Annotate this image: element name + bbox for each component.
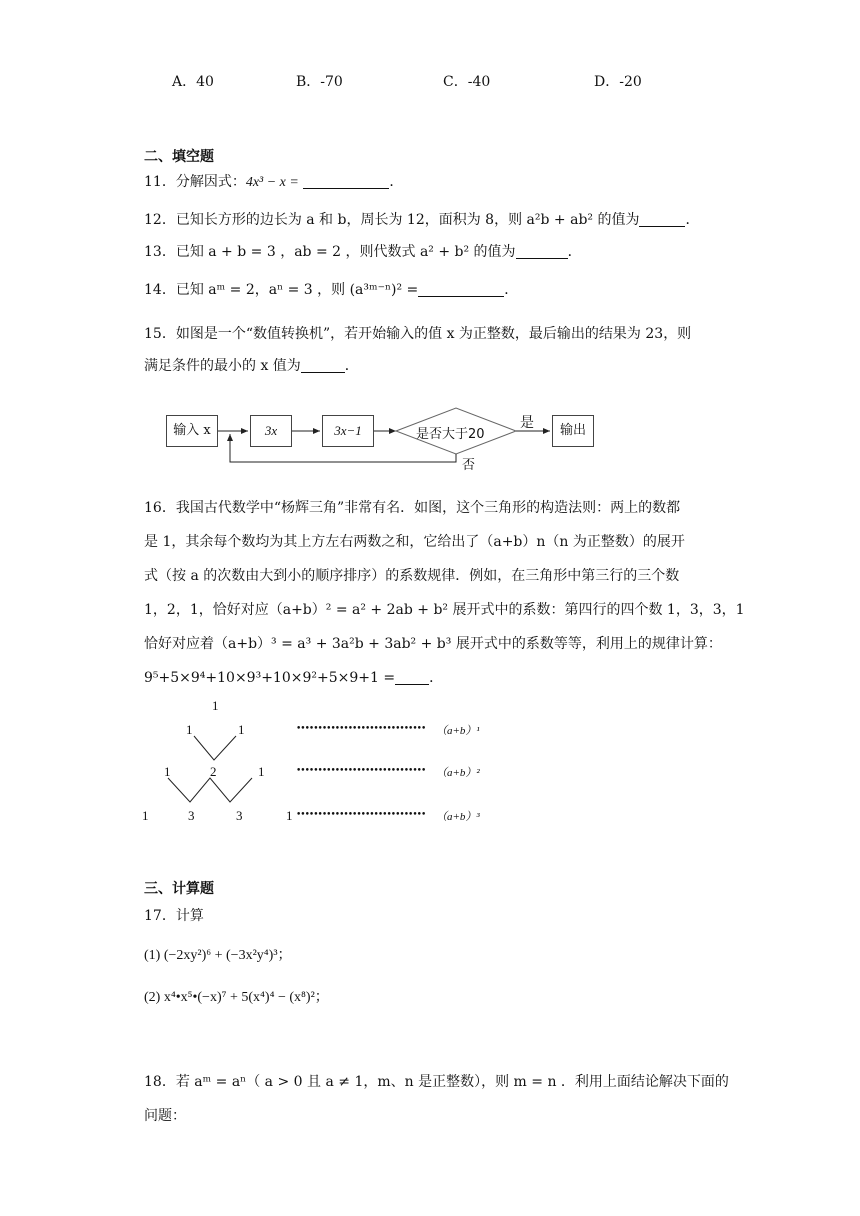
decision-label: 是否大于20 (416, 427, 485, 442)
answer-blank (639, 212, 685, 227)
step-3x-box: 3x (250, 415, 292, 447)
triangle-row2-item: 2 (210, 764, 217, 779)
dotted-leader: •••••••••••••••••••••••••••••• (296, 810, 426, 820)
q11-suffix: ． (389, 174, 404, 190)
step-3x-minus-1-box: 3x−1 (322, 415, 374, 447)
q11-prefix: 11．分解因式： (144, 174, 246, 190)
q11-expr: 4x³ − x = (245, 175, 299, 190)
option-c: C．-40 (443, 74, 491, 90)
binomial-label-3: （a+b）³ (436, 811, 480, 823)
question-17-title: 17．计算 (144, 908, 204, 924)
option-d: D．-20 (594, 74, 642, 90)
triangle-row3-item: 1 (142, 808, 149, 823)
q12-suffix: ． (685, 212, 700, 228)
input-box: 输入 x (166, 415, 218, 447)
triangle-row2-item: 1 (164, 764, 171, 779)
no-label: 否 (462, 458, 476, 473)
section-title-calculation: 三、计算题 (144, 881, 214, 897)
question-16-line1: 16．我国古代数学中“杨辉三角”非常有名．如图，这个三角形的构造法则：两上的数都 (144, 500, 681, 516)
question-16-line5: 恰好对应着（a+b）³ = a³ + 3a²b + 3ab² + b³ 展开式中的系数等等，利用上的规律计算： (144, 636, 722, 652)
answer-blank (301, 358, 345, 373)
question-16-line6 (144, 668, 443, 688)
triangle-row1-item: 1 (238, 722, 245, 737)
dotted-leader: •••••••••••••••••••••••••••••• (296, 724, 426, 734)
answer-blank (303, 174, 389, 189)
answer-blank (395, 670, 429, 685)
triangle-row2-item: 1 (258, 764, 265, 779)
triangle-row3-item: 3 (188, 808, 195, 823)
question-12 (144, 210, 699, 230)
q16-suffix: ． (429, 670, 444, 686)
question-18-line2: 问题： (144, 1108, 186, 1124)
q13-suffix: ． (567, 244, 582, 260)
section-title-fill-blank: 二、填空题 (144, 149, 214, 165)
flowchart-lines (160, 404, 610, 474)
question-15-line2 (144, 356, 359, 376)
question-11 (144, 172, 403, 193)
q15-suffix: ． (344, 358, 359, 374)
yes-label: 是 (520, 415, 534, 431)
question-16-line4: 1，2，1，恰好对应（a+b）² = a² + 2ab + b² 展开式中的系数：第四行的四个数 1，3，3，1 (144, 602, 745, 618)
option-a: A．40 (172, 74, 214, 90)
dotted-leader: •••••••••••••••••••••••••••••• (296, 766, 426, 776)
q12-text: 12．已知长方形的边长为 a 和 b，周长为 12，面积为 8，则 a²b + ab² 的值为 (144, 212, 640, 228)
output-box: 输出 (552, 415, 594, 447)
question-17-part1: (1) (−2xy²)⁶ + (−3x²y⁴)³； (144, 948, 292, 963)
question-16-line2: 是 1，其余每个数均为其上方左右两数之和，它给出了（a+b）n（n 为正整数）的展开 (144, 534, 685, 550)
q14-text: 14．已知 aᵐ = 2，aⁿ = 3 ，则 (a³ᵐ⁻ⁿ)² = (144, 282, 419, 298)
triangle-row0-item: 1 (212, 698, 219, 713)
question-14 (144, 280, 518, 300)
question-18-line1: 18．若 aᵐ = aⁿ（ a > 0 且 a ≠ 1，m、n 是正整数），则 m = n ．利用上面结论解决下面的 (144, 1074, 729, 1090)
q14-suffix: ． (504, 282, 519, 298)
q16-expr: 9⁵+5×9⁴+10×9³+10×9²+5×9+1 = (144, 670, 396, 686)
option-b: B．-70 (296, 74, 343, 90)
binomial-label-2: （a+b）² (436, 767, 480, 779)
triangle-row1-item: 1 (186, 722, 193, 737)
question-15-line1: 15．如图是一个“数值转换机”，若开始输入的值 x 为正整数，最后输出的结果为 23，则 (144, 326, 692, 342)
question-16-line3: 式（按 a 的次数由大到小的顺序排序）的系数规律．例如，在三角形中第三行的三个数 (144, 568, 680, 584)
triangle-row3-item: 3 (236, 808, 243, 823)
question-13 (144, 242, 582, 262)
answer-blank (418, 282, 504, 297)
q15-text: 满足条件的最小的 x 值为 (144, 358, 301, 374)
binomial-label-1: （a+b）¹ (436, 725, 480, 737)
q13-text: 13．已知 a + b = 3 ，ab = 2 ，则代数式 a² + b² 的值为 (144, 244, 516, 260)
triangle-row3-item: 1 (286, 808, 293, 823)
question-17-part2: (2) x⁴•x⁵•(−x)⁷ + 5(x⁴)⁴ − (x⁸)²； (144, 990, 329, 1005)
answer-blank (516, 244, 568, 259)
